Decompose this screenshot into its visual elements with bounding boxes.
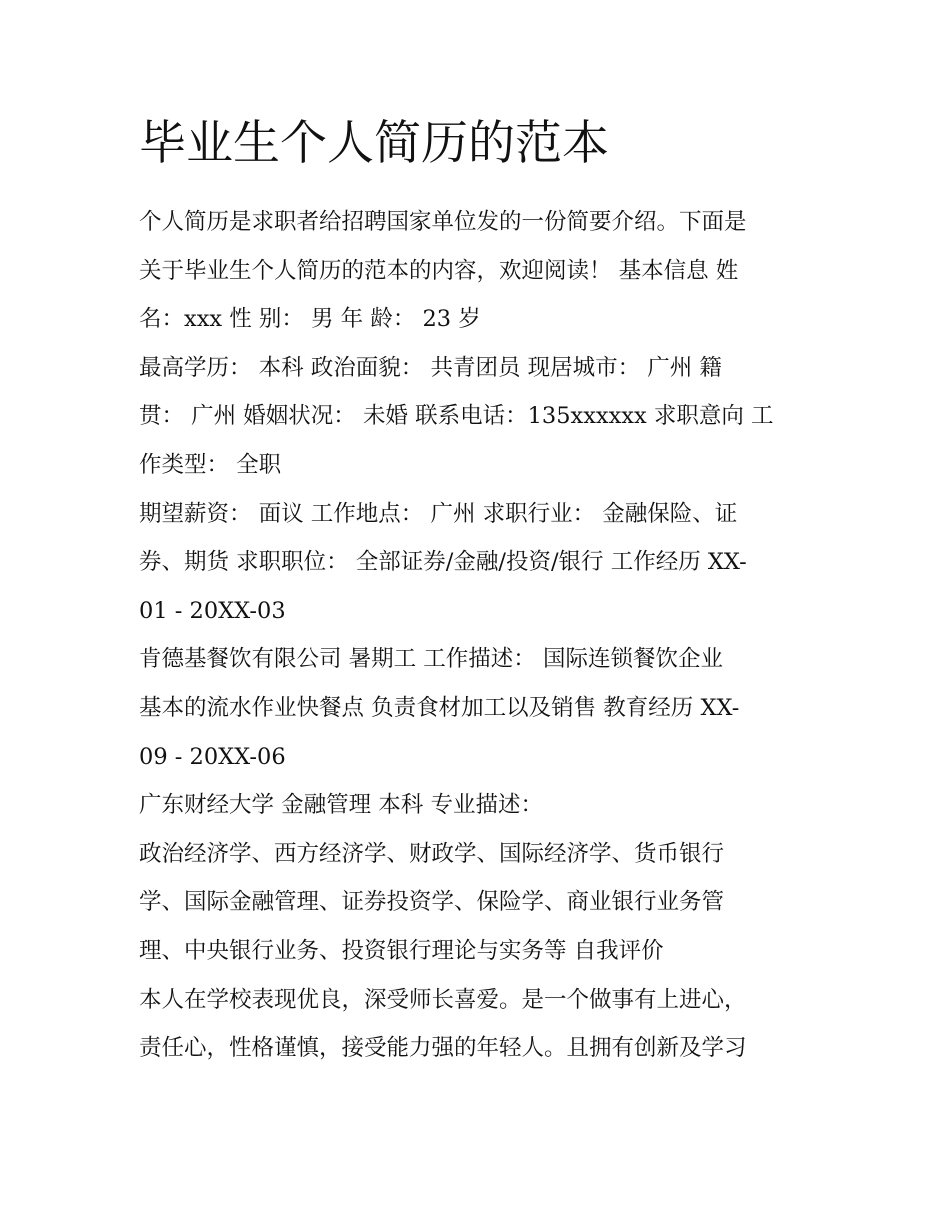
text-line: 作类型： 全职 [139, 451, 282, 478]
text-line: 责任心，性格谨慎，接受能力强的年轻人。且拥有创新及学习 [139, 1035, 747, 1062]
text-line: 01 - 20XX-03 [139, 597, 286, 624]
text-line: 本人在学校表现优良，深受师长喜爱。是一个做事有上进心， [139, 986, 747, 1013]
text-line: 名：xxx 性 别： 男 年 龄： 23 岁 [139, 306, 481, 333]
text-line: 肯德基餐饮有限公司 暑期工 工作描述： 国际连锁餐饮企业 [139, 646, 723, 673]
text-line: 基本的流水作业快餐点 负责食材加工以及销售 教育经历 XX- [139, 694, 740, 721]
document-body [139, 198, 839, 1073]
text-line: 学、国际金融管理、证券投资学、保险学、商业银行业务管 [139, 889, 725, 916]
text-line: 个人简历是求职者给招聘国家单位发的一份简要介绍。下面是 [139, 209, 747, 235]
page-title: 毕业生个人简历的范本 [139, 116, 609, 171]
text-line: 最高学历： 本科 政治面貌： 共青团员 现居城市： 广州 籍 [139, 354, 722, 381]
text-line: 09 - 20XX-06 [139, 743, 286, 770]
text-line: 期望薪资： 面议 工作地点： 广州 求职行业： 金融保险、证 [139, 500, 738, 527]
text-line: 广东财经大学 金融管理 本科 专业描述： [139, 792, 543, 819]
text-line: 关于毕业生个人简历的范本的内容，欢迎阅读！ 基本信息 姓 [139, 257, 739, 284]
text-line: 贯： 广州 婚姻状况： 未婚 联系电话：135xxxxxx 求职意向 工 [139, 403, 774, 430]
text-line: 政治经济学、西方经济学、财政学、国际经济学、货币银行 [139, 840, 725, 867]
text-line: 理、中央银行业务、投资银行理论与实务等 自我评价 [139, 937, 664, 964]
text-line: 券、期货 求职职位： 全部证券/金融/投资/银行 工作经历 XX- [139, 549, 747, 576]
